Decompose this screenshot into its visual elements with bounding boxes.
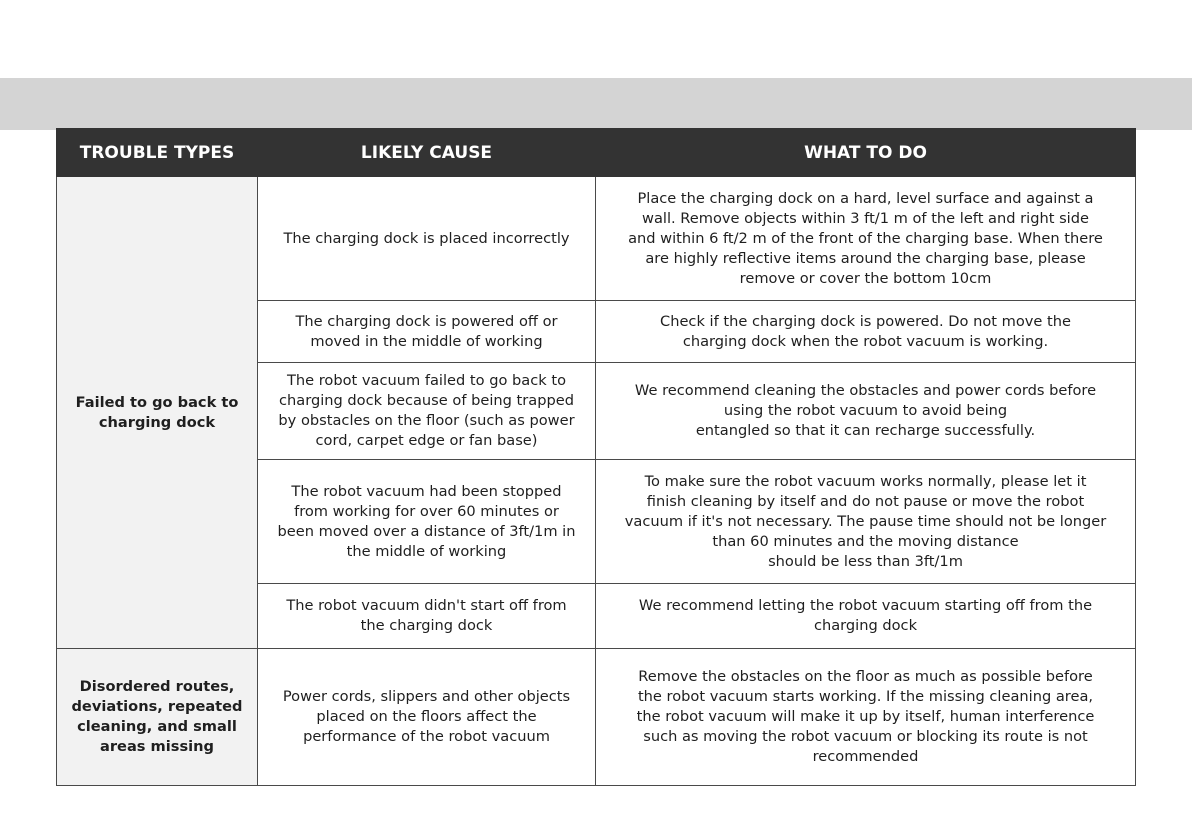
cause-text: The robot vacuum failed to go back to charging dock because of being trapped by obstacles on the floor (such as power cord, carpet edge or fan base): [278, 372, 575, 449]
action-cell: [596, 460, 1136, 584]
action-text: We recommend letting the robot vacuum starting off from the charging dock: [638, 597, 1093, 634]
cause-cell: [258, 649, 596, 786]
cause-cell: [258, 584, 596, 649]
top-banner: [0, 78, 1192, 130]
troubleshooting-table: [56, 128, 1136, 786]
action-text: To make sure the robot vacuum works normally, please let it finish cleaning by itself and do not pause or move the robot vacuum if it's not necessary. The pause time should not be longer than 60 minutes and the moving distance should be less than 3ft/1m: [624, 472, 1107, 570]
trouble-type-label: Failed to go back to charging dock: [75, 393, 239, 431]
action-text: Check if the charging dock is powered. Do not move the charging dock when the robot vacuum is working.: [660, 312, 1071, 350]
cause-text: The charging dock is placed incorrectly: [283, 229, 570, 247]
action-cell: [596, 649, 1136, 786]
trouble-type-cell: [57, 177, 258, 649]
action-cell: [596, 584, 1136, 649]
action-cell: [596, 363, 1136, 460]
cause-text: Power cords, slippers and other objects placed on the floors affect the performance of the robot vacuum: [282, 688, 571, 745]
cause-cell: [258, 177, 596, 301]
action-text: Place the charging dock on a hard, level surface and against a wall. Remove objects within 3 ft/1 m of the left and right side and within 6 ft/2 m of the front of the charging base. When there are highly reflective items around the charging base, please remove or cover the bottom 10cm: [628, 189, 1103, 287]
table-header-row: [57, 129, 1136, 177]
header-likely-cause: LIKELY CAUSE: [258, 129, 596, 177]
cause-text: The charging dock is powered off or moved in the middle of working: [295, 312, 558, 350]
cause-text: The robot vacuum had been stopped from working for over 60 minutes or been moved over a distance of 3ft/1m in the middle of working: [277, 482, 576, 560]
table-row: [57, 649, 1136, 786]
header-trouble-types: TROUBLE TYPES: [57, 129, 258, 177]
cause-cell: [258, 363, 596, 460]
header-what-to-do: WHAT TO DO: [596, 129, 1136, 177]
trouble-type-cell: [57, 649, 258, 786]
cause-cell: [258, 301, 596, 363]
action-cell: [596, 177, 1136, 301]
table-row: [57, 177, 1136, 301]
action-text: We recommend cleaning the obstacles and power cords before using the robot vacuum to avoid being entangled so that it can recharge successfully.: [634, 382, 1097, 439]
action-text: Remove the obstacles on the floor as much as possible before the robot vacuum starts working. If the missing cleaning area, the robot vacuum will make it up by itself, human interference such as moving the robot vacuum or blocking its route is not recommended: [636, 668, 1095, 765]
trouble-type-label: Disordered routes, deviations, repeated cleaning, and small areas missing: [71, 678, 243, 755]
cause-text: The robot vacuum didn't start off from the charging dock: [286, 597, 567, 634]
action-cell: [596, 301, 1136, 363]
cause-cell: [258, 460, 596, 584]
